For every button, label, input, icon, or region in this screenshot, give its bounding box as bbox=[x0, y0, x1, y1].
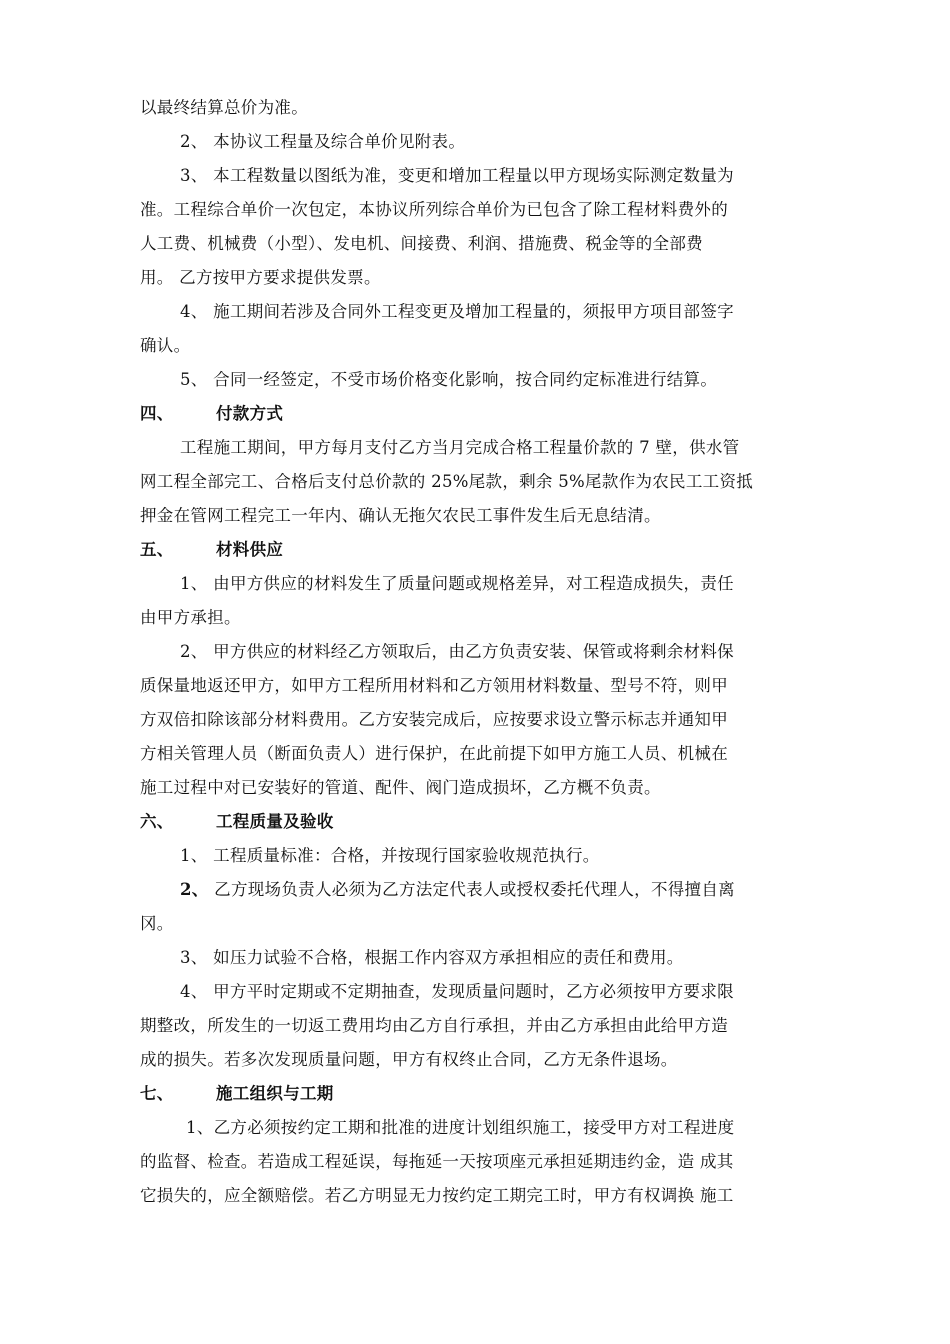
document-page bbox=[140, 98, 822, 1220]
section-number: 六、 bbox=[140, 812, 174, 831]
clause-1-line: 1、 由甲方供应的材料发生了质量问题或规格差异，对工程造成损失，责任 bbox=[180, 574, 734, 593]
clause-4-line: 4、 甲方平时定期或不定期抽查，发现质量问题时，乙方必须按甲方要求限 bbox=[180, 982, 734, 1001]
clause-4-line: 4、 施工期间若涉及合同外工程变更及增加工程量的，须报甲方项目部签字 bbox=[180, 302, 734, 321]
section-title: 工程质量及验收 bbox=[216, 812, 334, 831]
paragraph-line: 质保量地返还甲方，如甲方工程所用材料和乙方领用材料数量、型号不符，则甲 bbox=[140, 676, 728, 695]
paragraph-line: 的监督、检查。若造成工程延误，每拖延一天按项座元承担延期违约金，造 成其 bbox=[140, 1152, 734, 1171]
paragraph-line: 方相关管理人员（断面负责人）进行保护，在此前提下如甲方施工人员、机械在 bbox=[140, 744, 728, 763]
section-number: 七、 bbox=[140, 1084, 174, 1103]
section-title: 付款方式 bbox=[216, 404, 284, 423]
paragraph-line: 确认。 bbox=[140, 336, 191, 355]
paragraph-line: 用。 乙方按甲方要求提供发票。 bbox=[140, 268, 381, 287]
clause-3-line: 3、 本工程数量以图纸为准，变更和增加工程量以甲方现场实际测定数量为 bbox=[180, 166, 734, 185]
paragraph-line: 押金在管网工程完工一年内、确认无拖欠农民工事件发生后无息结清。 bbox=[140, 506, 661, 525]
section-number: 五、 bbox=[140, 540, 174, 559]
paragraph-line: 人工费、机械费（小型）、发电机、间接费、利润、措施费、税金等的全部费 bbox=[140, 234, 703, 253]
clause-2-line: 2、 甲方供应的材料经乙方领取后，由乙方负责安装、保管或将剩余材料保 bbox=[180, 642, 734, 661]
section-number: 四、 bbox=[140, 404, 174, 423]
section-heading-7 bbox=[140, 1084, 822, 1104]
paragraph-line: 期整改，所发生的一切返工费用均由乙方自行承担，并由乙方承担由此给甲方造 bbox=[140, 1016, 728, 1035]
paragraph-line: 成的损失。若多次发现质量问题，甲方有权终止合同，乙方无条件退场。 bbox=[140, 1050, 678, 1069]
paragraph-line: 网工程全部完工、合格后支付总价款的 25%尾款，剩余 5%尾款作为农民工工资抵 bbox=[140, 472, 754, 491]
paragraph-line: 以最终结算总价为准。 bbox=[140, 98, 308, 117]
section-heading-5 bbox=[140, 540, 822, 560]
paragraph-line: 由甲方承担。 bbox=[140, 608, 241, 627]
paragraph-line: 准。工程综合单价一次包定，本协议所列综合单价为已包含了除工程材料费外的 bbox=[140, 200, 728, 219]
section-title: 材料供应 bbox=[216, 540, 284, 559]
clause-3-line: 3、 如压力试验不合格，根据工作内容双方承担相应的责任和费用。 bbox=[180, 948, 684, 967]
section-heading-6 bbox=[140, 812, 822, 832]
paragraph-line: 工程施工期间，甲方每月支付乙方当月完成合格工程量价款的 7 壁，供水管 bbox=[180, 438, 740, 457]
clause-1-line: 1、乙方必须按约定工期和批准的进度计划组织施工，接受甲方对工程进度 bbox=[186, 1118, 735, 1137]
clause-text: 乙方现场负责人必须为乙方法定代表人或授权委托代理人，不得擅自离 bbox=[208, 880, 735, 899]
section-heading-4 bbox=[140, 404, 822, 424]
paragraph-line: 冈。 bbox=[140, 914, 174, 933]
clause-1-line: 1、 工程质量标准：合格，并按现行国家验收规范执行。 bbox=[180, 846, 600, 865]
clause-number: 2、 bbox=[180, 880, 209, 899]
paragraph-line: 方双倍扣除该部分材料费用。乙方安装完成后，应按要求设立警示标志并通知甲 bbox=[140, 710, 728, 729]
paragraph-line: 施工过程中对已安装好的管道、配件、阀门造成损坏，乙方概不负责。 bbox=[140, 778, 661, 797]
clause-2-line bbox=[140, 880, 822, 900]
section-title: 施工组织与工期 bbox=[216, 1084, 334, 1103]
clause-2-line: 2、 本协议工程量及综合单价见附表。 bbox=[180, 132, 466, 151]
clause-5-line: 5、 合同一经签定，不受市场价格变化影响，按合同约定标准进行结算。 bbox=[180, 370, 718, 389]
paragraph-line: 它损失的，应全额赔偿。若乙方明显无力按约定工期完工时，甲方有权调换 施工 bbox=[140, 1186, 734, 1205]
